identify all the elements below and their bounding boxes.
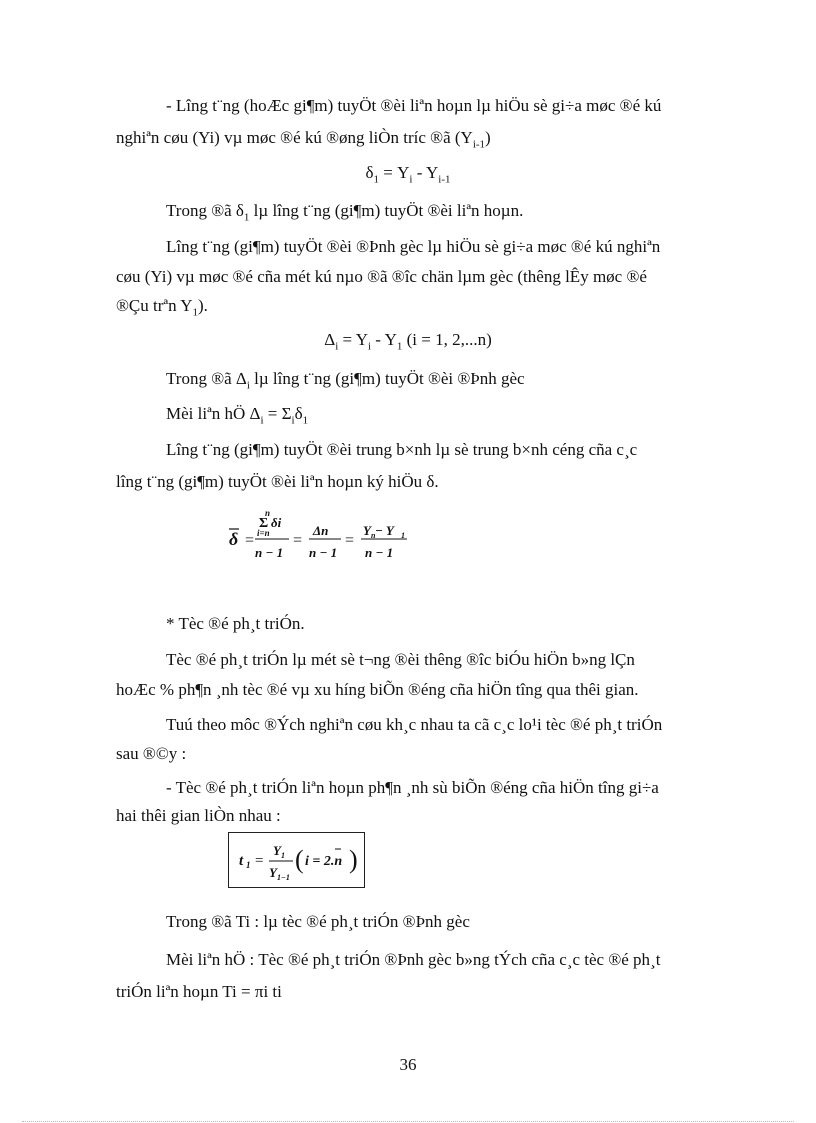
paragraph-7-line-1: Tèc ®é ph¸t triÓn lµ mét sè t¬ng ®èi thêng ®îc biÓu hiÖn b»ng lÇn bbox=[166, 650, 635, 669]
paragraph-1-line-1: - Lîng t¨ng (hoÆc gi¶m) tuyÖt ®èi liªn hoµn lµ hiÖu sè gi÷a møc ®é kú bbox=[166, 96, 662, 115]
formula-text: = Y bbox=[379, 163, 410, 182]
subscript: i-1 bbox=[472, 138, 486, 151]
close-paren: ) bbox=[349, 845, 358, 874]
formula-delta-i bbox=[0, 330, 816, 356]
text: ). bbox=[197, 296, 208, 315]
formula-symbol: δ bbox=[365, 163, 374, 182]
subscript: i bbox=[335, 340, 339, 353]
formula-delta-1 bbox=[0, 163, 816, 189]
paragraph-4 bbox=[166, 369, 525, 395]
section-heading: * Tèc ®é ph¸t triÓn. bbox=[166, 614, 305, 633]
paren-content: i = 2.n bbox=[305, 854, 343, 869]
numerator-minus: − Y bbox=[375, 523, 394, 538]
formula-symbol: Δ bbox=[324, 330, 336, 349]
text: Trong ®ã δ bbox=[166, 201, 244, 220]
paragraph-8-line-1: Tuú theo môc ®Ých nghiªn cøu kh¸c nhau ta cã c¸c lo¹i tèc ®é ph¸t triÓn bbox=[166, 715, 663, 734]
subscript: i bbox=[409, 173, 413, 186]
numerator-y: Y bbox=[363, 523, 371, 538]
text: nghiªn cøu (Yi) vµ møc ®é kú ®øng liÒn tríc ®ã (Y bbox=[116, 128, 473, 147]
subscript: 1 bbox=[243, 211, 250, 224]
subscript: i-1 bbox=[438, 173, 451, 186]
paragraph-11-line-1: Mèi liªn hÖ : Tèc ®é ph¸t triÓn ®Þnh gèc b»ng tÝch cña c¸c tèc ®é ph¸t bbox=[166, 950, 661, 969]
text: Mèi liªn hÖ Δ bbox=[166, 404, 261, 423]
sum-symbol: Σ bbox=[259, 516, 269, 531]
text: ®Çu trªn Y bbox=[116, 296, 193, 315]
paragraph-10: Trong ®ã Ti : lµ tèc ®é ph¸t triÓn ®Þnh gèc bbox=[166, 912, 470, 931]
subscript: 1 bbox=[396, 340, 403, 353]
text: lµ lîng t¨ng (gi¶m) tuyÖt ®èi ®Þnh gèc bbox=[249, 369, 525, 388]
subscript: i bbox=[260, 414, 264, 427]
subscript: 1 bbox=[401, 531, 405, 540]
subscript: 1 bbox=[302, 414, 309, 427]
subscript: i bbox=[291, 414, 295, 427]
denominator: Y bbox=[269, 865, 277, 880]
formula-text: (i = 1, 2,...n) bbox=[402, 330, 492, 349]
denominator: n − 1 bbox=[255, 545, 284, 560]
paragraph-9-line-2: hai thêi gian liÒn nhau : bbox=[116, 806, 281, 825]
text: = Σ bbox=[263, 404, 292, 423]
formula-text: - Y bbox=[371, 330, 397, 349]
equals-sign: = bbox=[245, 532, 255, 549]
formula-text: = Y bbox=[338, 330, 368, 349]
subscript: 1−1 bbox=[277, 873, 290, 882]
paragraph-9-line-1: - Tèc ®é ph¸t triÓn liªn hoµn ph¶n ¸nh sù biÕn ®éng cña hiÖn tîng gi÷a bbox=[166, 778, 659, 797]
paragraph-11-line-2: triÓn liªn hoµn Ti = πi ti bbox=[116, 982, 282, 1001]
subscript: i bbox=[246, 379, 250, 392]
subscript: 1 bbox=[281, 851, 285, 860]
paragraph-3-line-3 bbox=[116, 296, 208, 322]
paragraph-5 bbox=[166, 404, 308, 430]
numerator: Y bbox=[273, 843, 281, 858]
delta-symbol: δ bbox=[229, 529, 239, 549]
t-symbol: t bbox=[239, 853, 244, 869]
paragraph-6-line-1: Lîng t¨ng (gi¶m) tuyÖt ®èi trung b×nh lµ sè trung b×nh céng cña c¸c bbox=[166, 440, 638, 459]
subscript: 1 bbox=[192, 306, 198, 319]
paragraph-3-line-1: Lîng t¨ng (gi¶m) tuyÖt ®èi ®Þnh gèc lµ hiÖu sè gi÷a møc ®é kú nghiªn bbox=[166, 237, 661, 256]
numerator: Δn bbox=[313, 523, 329, 538]
subscript: n bbox=[371, 531, 376, 540]
denominator: n − 1 bbox=[309, 545, 338, 560]
paragraph-3-line-2: cøu (Yi) vµ møc ®é cña mét kú nµo ®ã ®îc chän lµm gèc (thêng lÊy møc ®é bbox=[116, 267, 647, 286]
equals-sign: = bbox=[255, 853, 264, 869]
equals-sign: = bbox=[345, 532, 355, 549]
text: ) bbox=[485, 128, 491, 147]
formula-text: - Y bbox=[412, 163, 439, 182]
page-number: 36 bbox=[399, 1055, 417, 1074]
paragraph-1-line-2 bbox=[116, 128, 491, 154]
paragraph-7-line-2: hoÆc % ph¶n ¸nh tèc ®é vµ xu híng biÕn ®éng cña hiÖn tîng qua thêi gian. bbox=[116, 680, 639, 699]
page-edge-divider bbox=[22, 1121, 794, 1122]
subscript: 1 bbox=[246, 860, 251, 870]
formula-box bbox=[228, 832, 365, 888]
denominator: n − 1 bbox=[365, 545, 394, 560]
paragraph-6-line-2: lîng t¨ng (gi¶m) tuyÖt ®èi liªn hoµn ký hiÖu δ. bbox=[116, 472, 439, 491]
text: δ bbox=[294, 404, 303, 423]
equals-sign: = bbox=[293, 532, 303, 549]
open-paren: ( bbox=[295, 845, 304, 874]
paragraph-8-line-2: sau ®©y : bbox=[116, 744, 187, 763]
text: lµ lîng t¨ng (gi¶m) tuyÖt ®èi liªn hoµn. bbox=[249, 201, 524, 220]
formula-average-delta bbox=[225, 505, 410, 567]
paragraph-2 bbox=[166, 201, 523, 227]
sum-top: n bbox=[265, 508, 271, 518]
sum-term: δi bbox=[271, 515, 282, 530]
sum-bottom: i=n bbox=[257, 528, 270, 538]
text: Trong ®ã Δ bbox=[166, 369, 247, 388]
subscript: 1 bbox=[373, 173, 380, 186]
formula-growth-rate bbox=[229, 833, 364, 887]
subscript: i bbox=[367, 340, 372, 353]
